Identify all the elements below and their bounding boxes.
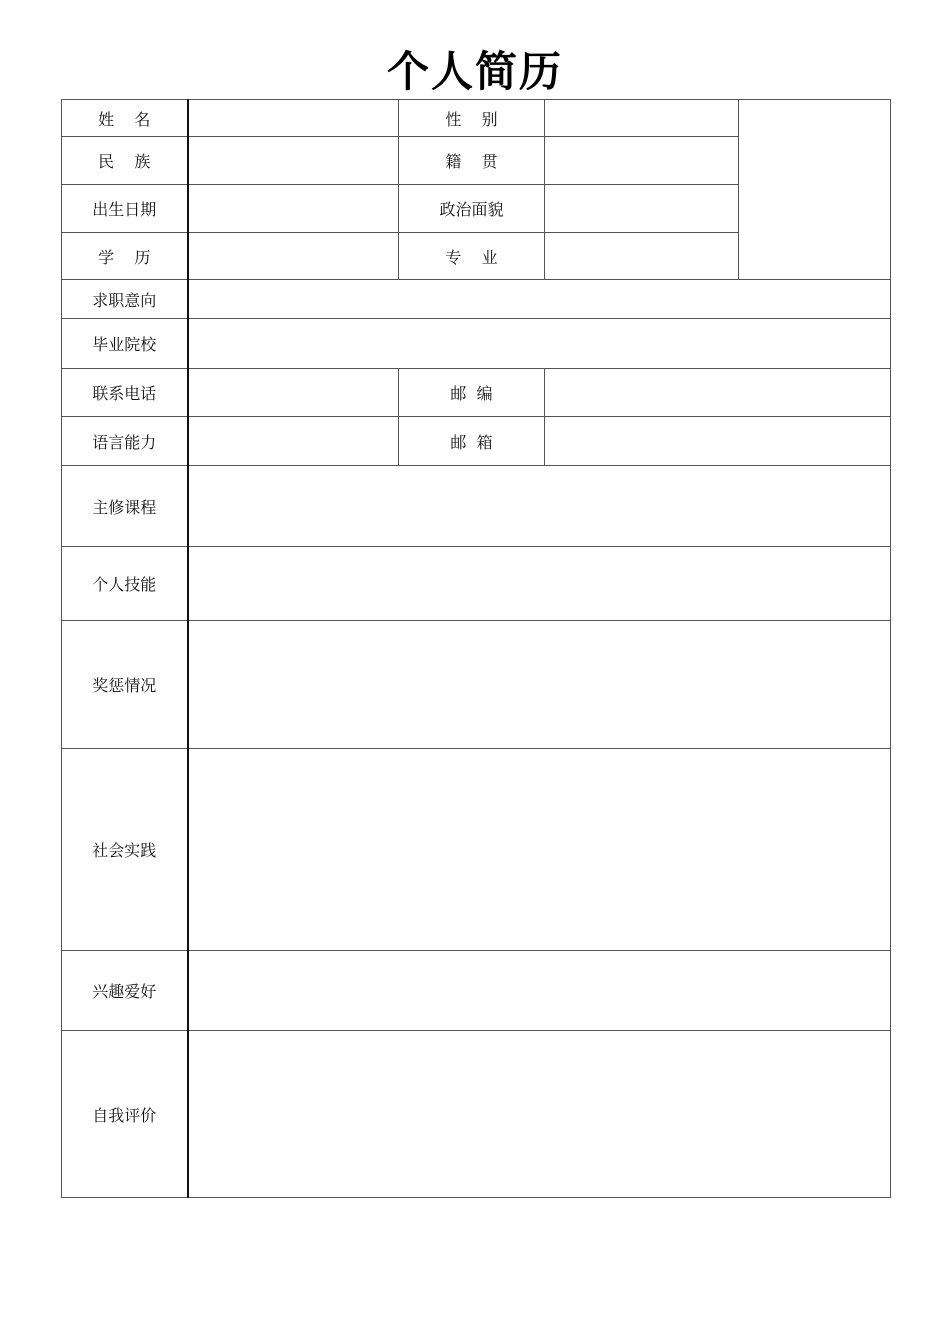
name-label: 姓 名 — [62, 100, 188, 137]
phone-field[interactable] — [188, 369, 399, 417]
table-row — [62, 417, 891, 466]
social-practice-label: 社会实践 — [62, 749, 188, 951]
native-place-label: 籍 贯 — [399, 137, 545, 185]
self-evaluation-label: 自我评价 — [62, 1031, 188, 1198]
native-place-field[interactable] — [545, 137, 739, 185]
table-row — [62, 547, 891, 621]
ethnicity-field[interactable] — [188, 137, 399, 185]
table-row — [62, 280, 891, 319]
social-practice-field[interactable] — [188, 749, 891, 951]
education-label: 学 历 — [62, 233, 188, 280]
phone-label: 联系电话 — [62, 369, 188, 417]
hobbies-label: 兴趣爱好 — [62, 951, 188, 1031]
table-row — [62, 1031, 891, 1198]
job-intention-field[interactable] — [188, 280, 891, 319]
graduated-school-label: 毕业院校 — [62, 319, 188, 369]
main-courses-label: 主修课程 — [62, 466, 188, 547]
table-row — [62, 369, 891, 417]
rewards-punishments-field[interactable] — [188, 621, 891, 749]
major-field[interactable] — [545, 233, 739, 280]
gender-field[interactable] — [545, 100, 739, 137]
table-row — [62, 466, 891, 547]
ethnicity-label: 民 族 — [62, 137, 188, 185]
hobbies-field[interactable] — [188, 951, 891, 1031]
table-row — [62, 319, 891, 369]
job-intention-label: 求职意向 — [62, 280, 188, 319]
rewards-punishments-label: 奖惩情况 — [62, 621, 188, 749]
birth-date-label: 出生日期 — [62, 185, 188, 233]
resume-table — [61, 99, 891, 1198]
email-field[interactable] — [545, 417, 891, 466]
table-row — [62, 951, 891, 1031]
language-ability-label: 语言能力 — [62, 417, 188, 466]
personal-skills-field[interactable] — [188, 547, 891, 621]
main-courses-field[interactable] — [188, 466, 891, 547]
email-label: 邮 箱 — [399, 417, 545, 466]
table-row — [62, 100, 891, 137]
personal-skills-label: 个人技能 — [62, 547, 188, 621]
birth-date-field[interactable] — [188, 185, 399, 233]
self-evaluation-field[interactable] — [188, 1031, 891, 1198]
major-label: 专 业 — [399, 233, 545, 280]
table-row — [62, 621, 891, 749]
postcode-field[interactable] — [545, 369, 891, 417]
political-status-label: 政治面貌 — [399, 185, 545, 233]
name-field[interactable] — [188, 100, 399, 137]
political-status-field[interactable] — [545, 185, 739, 233]
postcode-label: 邮 编 — [399, 369, 545, 417]
education-field[interactable] — [188, 233, 399, 280]
gender-label: 性 别 — [399, 100, 545, 137]
language-ability-field[interactable] — [188, 417, 399, 466]
table-row — [62, 749, 891, 951]
photo-area[interactable] — [739, 100, 891, 280]
page-title: 个人简历 — [386, 47, 563, 96]
graduated-school-field[interactable] — [188, 319, 891, 369]
